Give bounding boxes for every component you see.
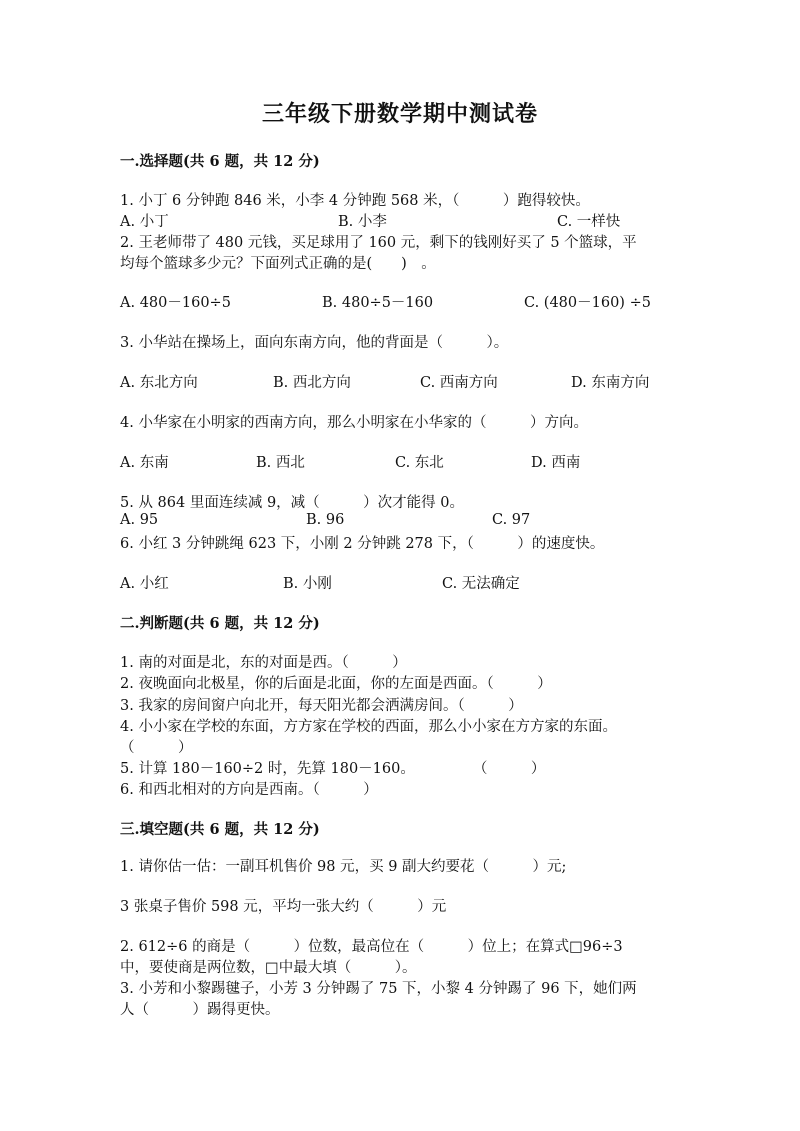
- section-heading-judgement: 二.判断题(共 6 题，共 12 分): [120, 615, 320, 632]
- fill-blank-line: 人（ ）踢得更快。: [120, 1002, 280, 1018]
- judgement-line: 2. 夜晚面向北极星，你的后面是北面，你的左面是西面。（ ）: [120, 676, 552, 692]
- question-5-option-c: C. 97: [492, 512, 531, 528]
- question-3-option-b: B. 西北方向: [273, 375, 351, 391]
- question-3-option-c: C. 西南方向: [420, 375, 498, 391]
- question-6-option-c: C. 无法确定: [442, 576, 520, 592]
- fill-blank-line: 2. 612÷6 的商是（ ）位数，最高位在（ ）位上；在算式□96÷3: [120, 939, 623, 955]
- question-5-option-a: A. 95: [120, 512, 159, 528]
- question-6-option-b: B. 小刚: [283, 576, 332, 592]
- question-2-option-c: C. (480－160) ÷5: [524, 295, 651, 311]
- question-6-text: 6. 小红 3 分钟跳绳 623 下，小刚 2 分钟跳 278 下，（ ）的速度快。: [120, 536, 605, 552]
- fill-blank-line: 3. 小芳和小黎踢毽子，小芳 3 分钟踢了 75 下，小黎 4 分钟踢了 96 下，她们两: [120, 981, 637, 997]
- question-3-option-d: D. 东南方向: [571, 375, 650, 391]
- fill-blank-line: 3 张桌子售价 598 元，平均一张大约（ ）元: [120, 899, 447, 915]
- question-3-option-a: A. 东北方向: [120, 375, 198, 391]
- fill-blank-line: 中，要使商是两位数，□中最大填（ ）。: [120, 960, 417, 976]
- section-heading-fill-blank: 三.填空题(共 6 题，共 12 分): [120, 821, 320, 838]
- question-4-option-c: C. 东北: [395, 455, 444, 471]
- judgement-line: 3. 我家的房间窗户向北开，每天阳光都会洒满房间。（ ）: [120, 698, 523, 714]
- question-1-option-b: B. 小李: [338, 214, 387, 230]
- question-4-option-a: A. 东南: [120, 455, 169, 471]
- question-2-option-a: A. 480－160÷5: [120, 295, 231, 311]
- question-4-option-d: D. 西南: [531, 455, 581, 471]
- question-1-option-a: A. 小丁: [120, 214, 169, 230]
- question-4-text: 4. 小华家在小明家的西南方向，那么小明家在小华家的（ ）方向。: [120, 415, 588, 431]
- judgement-line: 5. 计算 180－160÷2 时，先算 180－160。 （ ）: [120, 761, 546, 777]
- question-1-text: 1. 小丁 6 分钟跑 846 米，小李 4 分钟跑 568 米，（ ）跑得较快。: [120, 193, 590, 209]
- question-5-text: 5. 从 864 里面连续减 9，减（ ）次才能得 0。: [120, 495, 465, 511]
- fill-blank-line: 1. 请你估一估：一副耳机售价 98 元，买 9 副大约要花（ ）元;: [120, 859, 567, 875]
- judgement-line: （ ）: [120, 740, 193, 756]
- question-2-text-line2: 均每个篮球多少元？下面列式正确的是( ) 。: [120, 256, 436, 272]
- question-4-option-b: B. 西北: [256, 455, 305, 471]
- section-heading-choice: 一.选择题(共 6 题，共 12 分): [120, 153, 320, 170]
- question-1-option-c: C. 一样快: [557, 214, 621, 230]
- question-6-option-a: A. 小红: [120, 576, 169, 592]
- question-2-option-b: B. 480÷5－160: [322, 295, 434, 311]
- judgement-line: 1. 南的对面是北，东的对面是西。（ ）: [120, 655, 407, 671]
- question-2-text-line1: 2. 王老师带了 480 元钱，买足球用了 160 元，剩下的钱刚好买了 5 个篮球，平: [120, 235, 637, 251]
- judgement-line: 4. 小小家在学校的东面，方方家在学校的西面，那么小小家在方方家的东面。: [120, 719, 617, 735]
- question-3-text: 3. 小华站在操场上，面向东南方向，他的背面是（ ）。: [120, 335, 509, 351]
- judgement-line: 6. 和西北相对的方向是西南。（ ）: [120, 782, 378, 798]
- page-title: 三年级下册数学期中测试卷: [261, 101, 538, 127]
- question-5-option-b: B. 96: [306, 512, 345, 528]
